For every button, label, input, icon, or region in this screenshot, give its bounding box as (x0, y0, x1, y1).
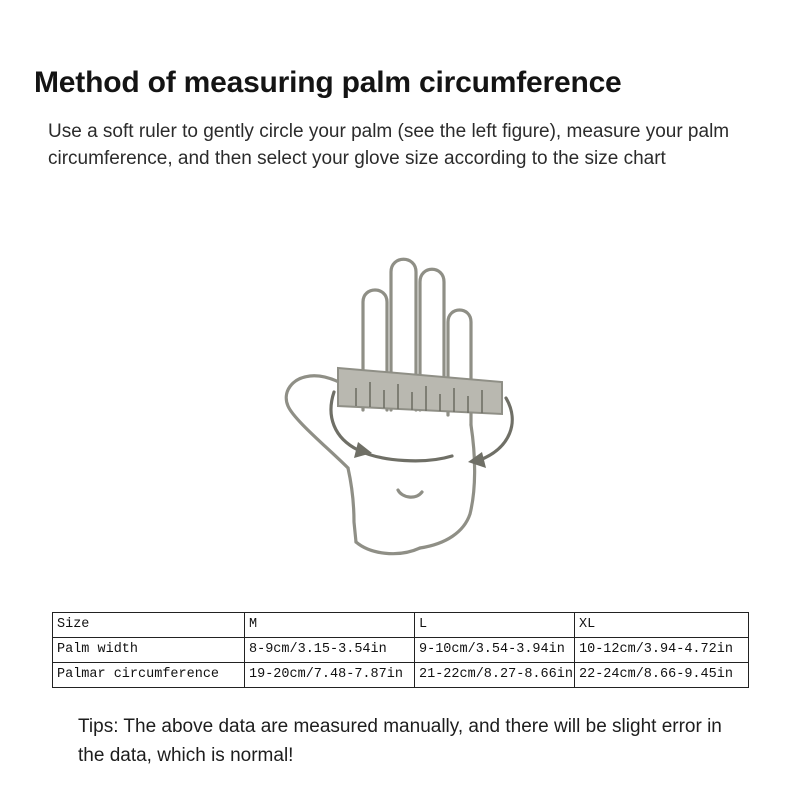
instructions-text: Use a soft ruler to gently circle your palm (see the left figure), measure your palm circumference, and then select your glove size according to the size chart (48, 121, 730, 169)
table-cell: M (245, 613, 415, 638)
table-row (53, 638, 749, 663)
hand-measurement-figure (230, 210, 590, 590)
table-cell: 10-12cm/3.94-4.72in (575, 638, 749, 663)
table-cell: 9-10cm/3.54-3.94in (415, 638, 575, 663)
page-title: Method of measuring palm circumference (34, 66, 622, 99)
size-table (52, 612, 749, 688)
table-cell: L (415, 613, 575, 638)
table-cell: Size (53, 613, 245, 638)
size-chart (52, 612, 748, 688)
table-row (53, 663, 749, 688)
table-cell: 21-22cm/8.27-8.66in (415, 663, 575, 688)
table-row (53, 613, 749, 638)
table-cell: XL (575, 613, 749, 638)
table-cell: Palmar circumference (53, 663, 245, 688)
table-cell: 22-24cm/8.66-9.45in (575, 663, 749, 688)
table-cell: 8-9cm/3.15-3.54in (245, 638, 415, 663)
tips-text: Tips: The above data are measured manually, and there will be slight error in the data, which is normal! (78, 716, 722, 766)
table-cell: Palm width (53, 638, 245, 663)
table-cell: 19-20cm/7.48-7.87in (245, 663, 415, 688)
